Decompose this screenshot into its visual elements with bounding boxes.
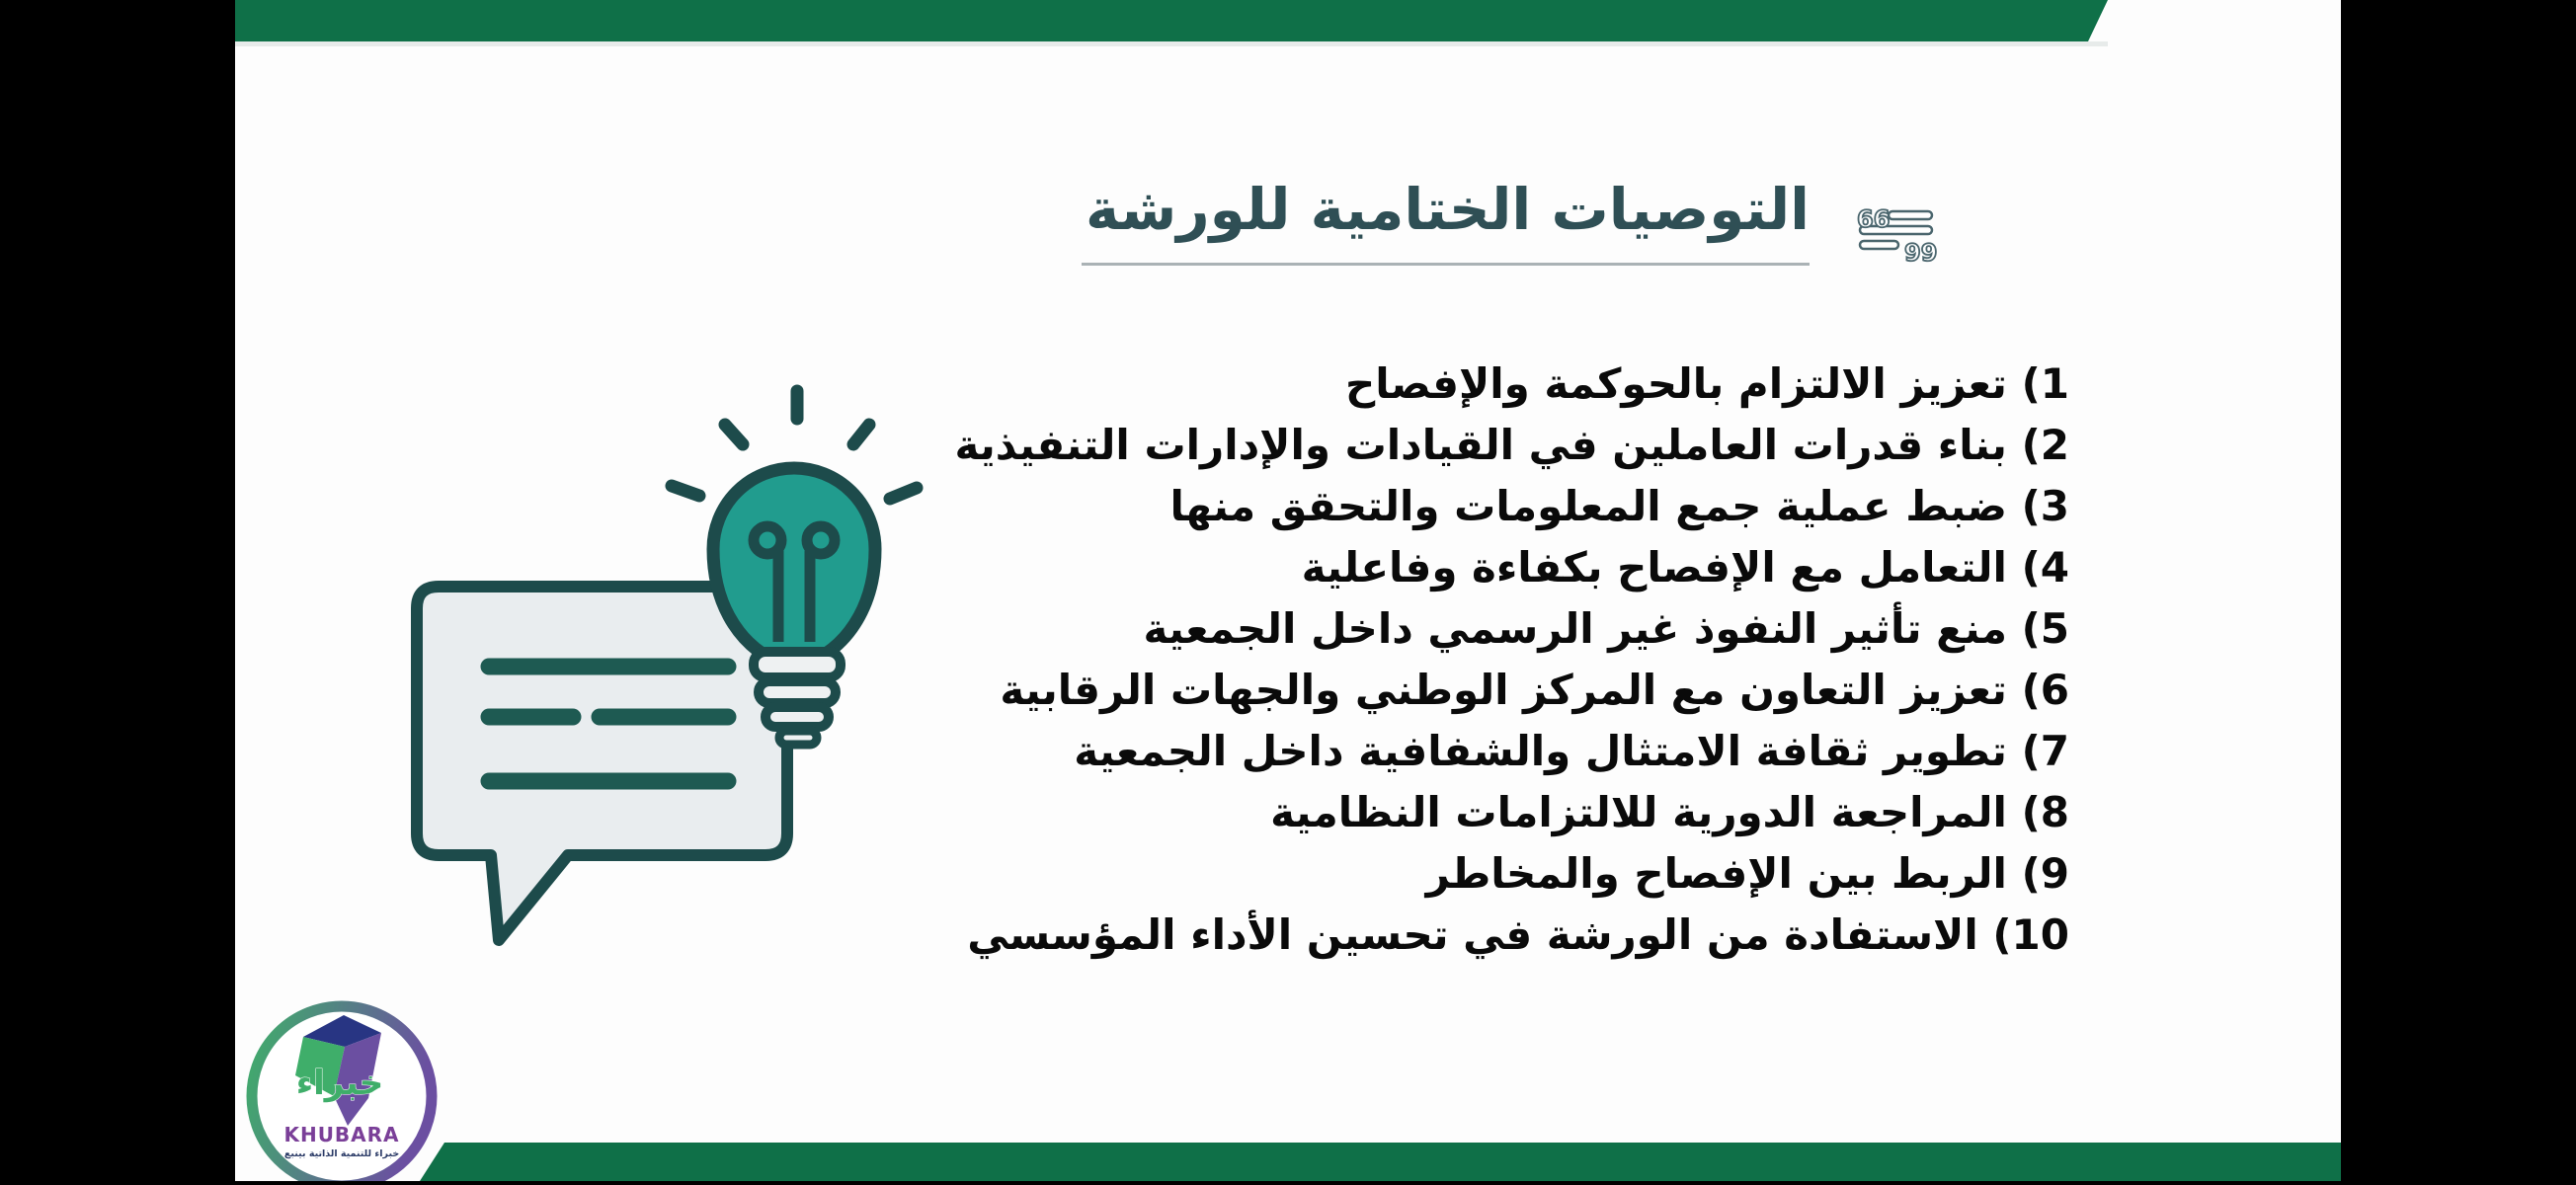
logo-arabic-name: خبراء bbox=[295, 1064, 384, 1103]
recommendation-item: 4) التعامل مع الإفصاح بكفاءة وفاعلية bbox=[1301, 543, 2069, 592]
recommendation-item: 7) تطوير ثقافة الامتثال والشفافية داخل الجمعية bbox=[1074, 727, 2069, 775]
bottom-green-bar bbox=[420, 1143, 2341, 1181]
speech-bubble-icon bbox=[417, 587, 787, 940]
recommendation-item: 5) منع تأثير النفوذ غير الرسمي داخل الجمعية bbox=[1143, 604, 2069, 653]
top-green-bar bbox=[235, 0, 2112, 41]
recommendations-list bbox=[954, 354, 2069, 966]
recommendation-item: 2) بناء قدرات العاملين في القيادات والإدارات التنفيذية bbox=[954, 421, 2069, 469]
recommendation-item: 9) الربط بين الإفصاح والمخاطر bbox=[1425, 849, 2069, 898]
recommendation-item: 3) ضبط عملية جمع المعلومات والتحقق منها bbox=[1169, 482, 2069, 530]
title-underline bbox=[1082, 263, 1810, 266]
recommendation-item: 6) تعزيز التعاون مع المركز الوطني والجهات الرقابية bbox=[1000, 666, 2069, 714]
slide bbox=[235, 0, 2341, 1181]
recommendation-item: 1) تعزيز الالتزام بالحوكمة والإفصاح bbox=[1345, 359, 2069, 408]
svg-text:66: 66 bbox=[1857, 205, 1891, 233]
svg-text:99: 99 bbox=[1904, 239, 1938, 263]
top-bar-shadow-line bbox=[235, 41, 2108, 46]
khubara-logo bbox=[237, 995, 446, 1181]
idea-illustration bbox=[400, 380, 933, 948]
logo-english-name: KHUBARA bbox=[283, 1123, 400, 1146]
logo-tagline: خبراء للتنمية الذاتية بينبع bbox=[283, 1148, 400, 1159]
slide-title: التوصيات الختامية للورشة bbox=[1086, 176, 1810, 243]
quote-lines-icon bbox=[1855, 201, 1938, 263]
recommendation-item: 8) المراجعة الدورية للالتزامات النظامية bbox=[1270, 788, 2069, 836]
recommendation-item: 10) الاستفادة من الورشة في تحسين الأداء المؤسسي bbox=[967, 910, 2069, 959]
